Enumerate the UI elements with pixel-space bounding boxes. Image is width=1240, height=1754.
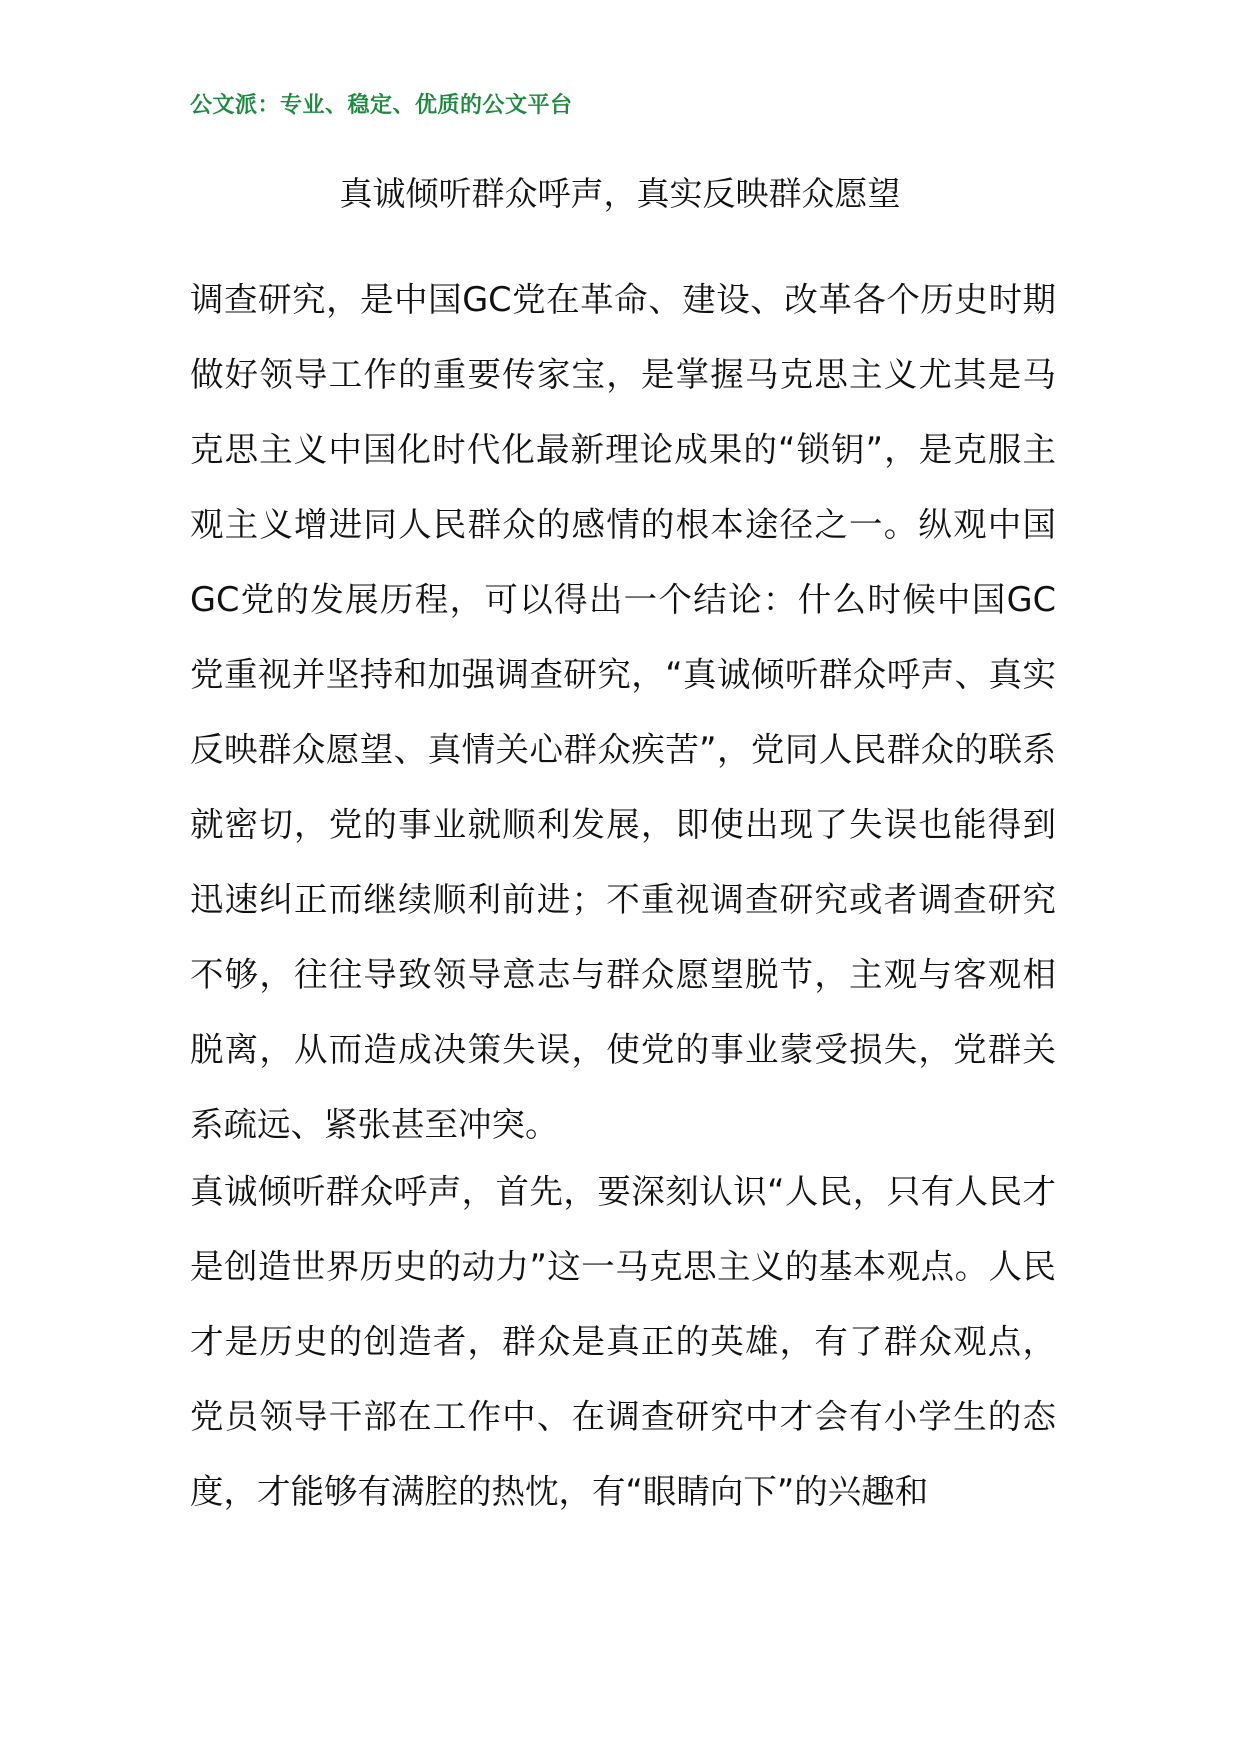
document-title: 真诚倾听群众呼声，真实反映群众愿望 [339,174,901,213]
document-body [190,262,1056,1529]
paragraph-1: 调查研究，是中国GC党在革命、建设、改革各个历史时期做好领导工作的重要传家宝，是掌握马克思主义尤其是马克思主义中国化时代化最新理论成果的“锁钥”，是克服主观主义增进同人民群众的感情的根本途径之一。纵观中国GC党的发展历程，可以得出一个结论：什么时候中国GC党重视并坚持和加强调查研究，“真诚倾听群众呼声、真实反映群众愿望、真情关心群众疾苦”，党同人民群众的联系就密切，党的事业就顺利发展，即使出现了失误也能得到迅速纠正而继续顺利前进；不重视调查研究或者调查研究不够，往往导致领导意志与群众愿望脱节，主观与客观相脱离，从而造成决策失误，使党的事业蒙受损失，党群关系疏远、紧张甚至冲突。 [190,280,1056,1144]
paragraph-2: 真诚倾听群众呼声，首先，要深刻认识“人民，只有人民才是创造世界历史的动力”这一马克思主义的基本观点。人民才是历史的创造者，群众是真正的英雄，有了群众观点，党员领导干部在工作中、在调查研究中才会有小学生的态度，才能够有满腔的热忱，有“眼睛向下”的兴趣和 [190,1172,1056,1511]
brand-header: 公文派：专业、稳定、优质的公文平台 [190,92,573,118]
